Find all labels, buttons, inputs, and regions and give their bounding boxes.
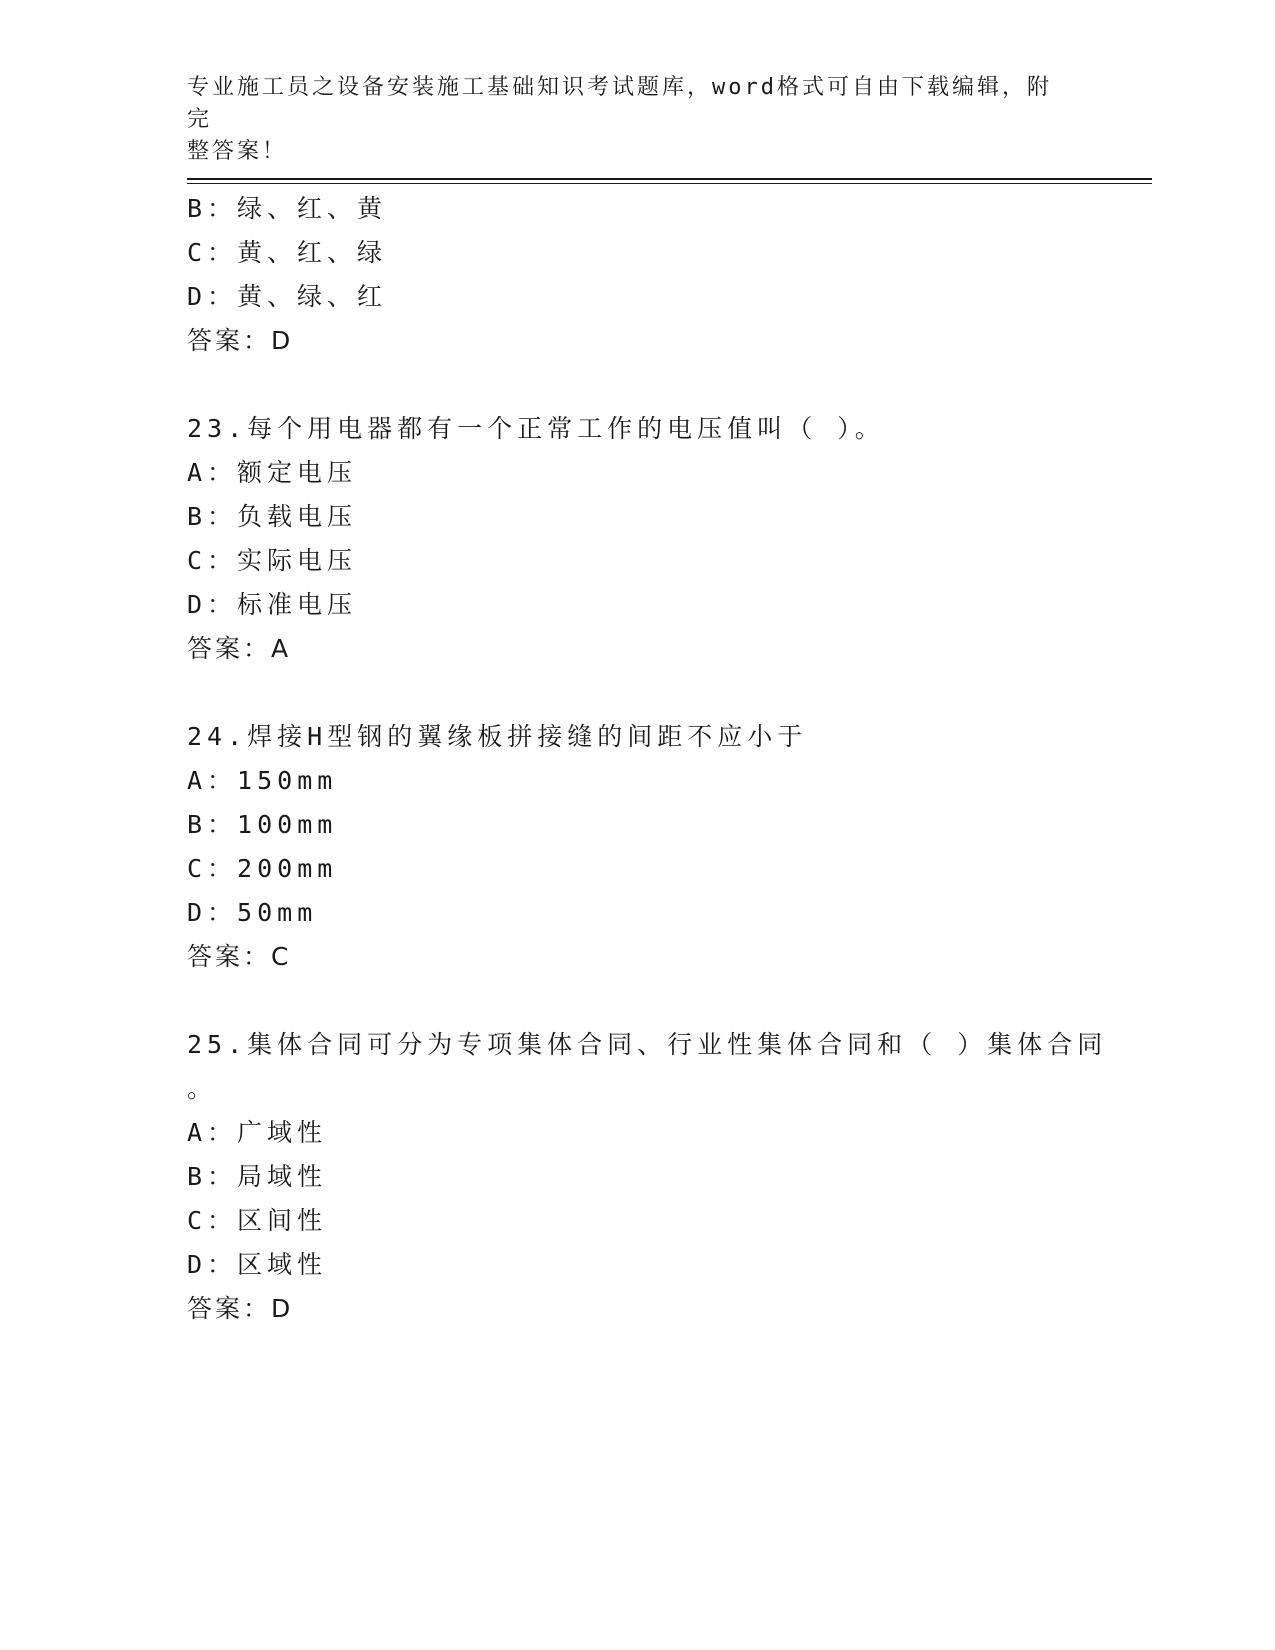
q23-option-c: C：实际电压 <box>187 546 358 575</box>
q22-option-c: C：黄、红、绿 <box>187 238 388 267</box>
q25-option-d: D：区域性 <box>187 1250 328 1279</box>
q25-option-a: A：广域性 <box>187 1118 328 1147</box>
q22-answer: 答案：D <box>187 326 294 355</box>
q25-option-b: B：局域性 <box>187 1162 328 1191</box>
q25-question-line-2: 。 <box>187 1074 218 1103</box>
q23-option-b: B：负载电压 <box>187 502 358 531</box>
q25-answer: 答案：D <box>187 1294 294 1323</box>
q23-question: 23.每个用电器都有一个正常工作的电压值叫（ ）。 <box>187 414 885 443</box>
q22-option-d: D：黄、绿、红 <box>187 282 388 311</box>
header-title-line-2: 整答案！ <box>187 139 288 164</box>
q24-option-b: B：100mm <box>187 810 338 839</box>
header-divider-thin <box>187 183 1152 184</box>
header-divider-thick <box>187 178 1152 180</box>
q23-option-a: A：额定电压 <box>187 458 358 487</box>
q23-option-d: D：标准电压 <box>187 590 358 619</box>
q24-question: 24.焊接H型钢的翼缘板拼接缝的间距不应小于 <box>187 722 808 751</box>
q22-option-b: B：绿、红、黄 <box>187 194 388 223</box>
q24-option-d: D：50mm <box>187 898 318 927</box>
document-header <box>187 72 1067 168</box>
q25-option-c: C：区间性 <box>187 1206 328 1235</box>
q24-option-a: A：150mm <box>187 766 338 795</box>
header-title-line-1: 专业施工员之设备安装施工基础知识考试题库，word格式可自由下载编辑，附完 <box>187 75 1052 132</box>
q25-question-line-1: 25.集体合同可分为专项集体合同、行业性集体合同和（ ）集体合同 <box>187 1030 1108 1059</box>
q24-option-c: C：200mm <box>187 854 338 883</box>
q23-answer: 答案：A <box>187 634 292 663</box>
q24-answer: 答案：C <box>187 942 292 971</box>
